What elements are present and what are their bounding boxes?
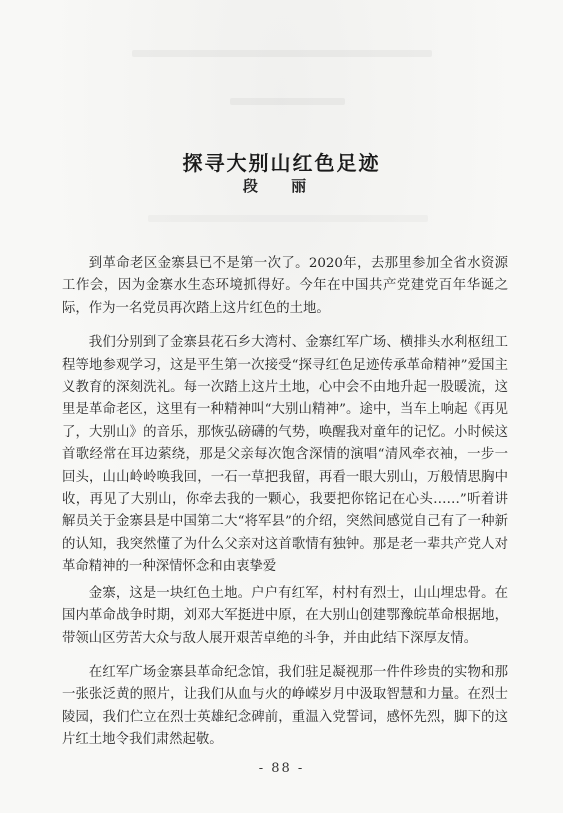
bleed-through-mark	[132, 50, 432, 57]
body-paragraph: 我们分别到了金寨县花石乡大湾村、金寨红军广场、横排头水利枢纽工程等地参观学习，这是平生第一次接受“探寻红色足迹传承革命精神”爱国主义教育的深刻洗礼。每一次踏上这片土地，心中会不由地升起一股暖流，这里是革命老区，这里有一种精神叫“大别山精神”。途中，当车上响起《再见了，大别山》的音乐，那恢弘磅礴的气势，唤醒我对童年的记忆。小时候这首歌经常在耳边萦绕，那是父亲每次饱含深情的演唱“清风牵衣袖，一步一回头，山山岭岭唤我回，一石一草把我留，再看一眼大别山，万般情思胸中收，再见了大别山，你牵去我的一颗心，我要把你铭记在心头……”听着讲解员关于金寨县是中国第二大“将军县”的介绍，突然间感觉自己有了一种新的认知，我突然懂了为什么父亲对这首歌情有独钟。那是老一辈共产党人对革命精神的一种深情怀念和由衷挚爱	[62, 335, 508, 575]
body-paragraph: 到革命老区金寨县已不是第一次了。2020年，去那里参加全省水资源工作会，因为金寨水生态环境抓得好。今年在中国共产党建党百年华诞之际，作为一名党员再次踏上这片红色的土地。	[62, 256, 508, 316]
body-paragraph: 金寨，这是一块红色土地。户户有红军，村村有烈士，山山埋忠骨。在国内革命战争时期，刘邓大军挺进中原，在大别山创建鄂豫皖革命根据地，带领山区劳苦大众与敌人展开艰苦卓绝的斗争，并由此结下深厚友情。	[62, 585, 508, 646]
body-paragraph: 在红军广场金寨县革命纪念馆，我们驻足凝视那一件件珍贵的实物和那一张张泛黄的照片，让我们从血与火的峥嵘岁月中汲取智慧和力量。在烈士陵园，我们伫立在烈士英雄纪念碑前，重温入党誓词，感怀先烈，脚下的这片红土地令我们肃然起敬。	[62, 664, 508, 748]
bleed-through-mark	[230, 98, 345, 105]
article-title: 探寻大别山红色足迹	[182, 151, 381, 175]
bleed-through-mark	[148, 215, 428, 222]
article-author: 段 丽	[242, 177, 321, 195]
page-number: - 88 -	[258, 761, 305, 776]
article-body	[62, 253, 508, 764]
